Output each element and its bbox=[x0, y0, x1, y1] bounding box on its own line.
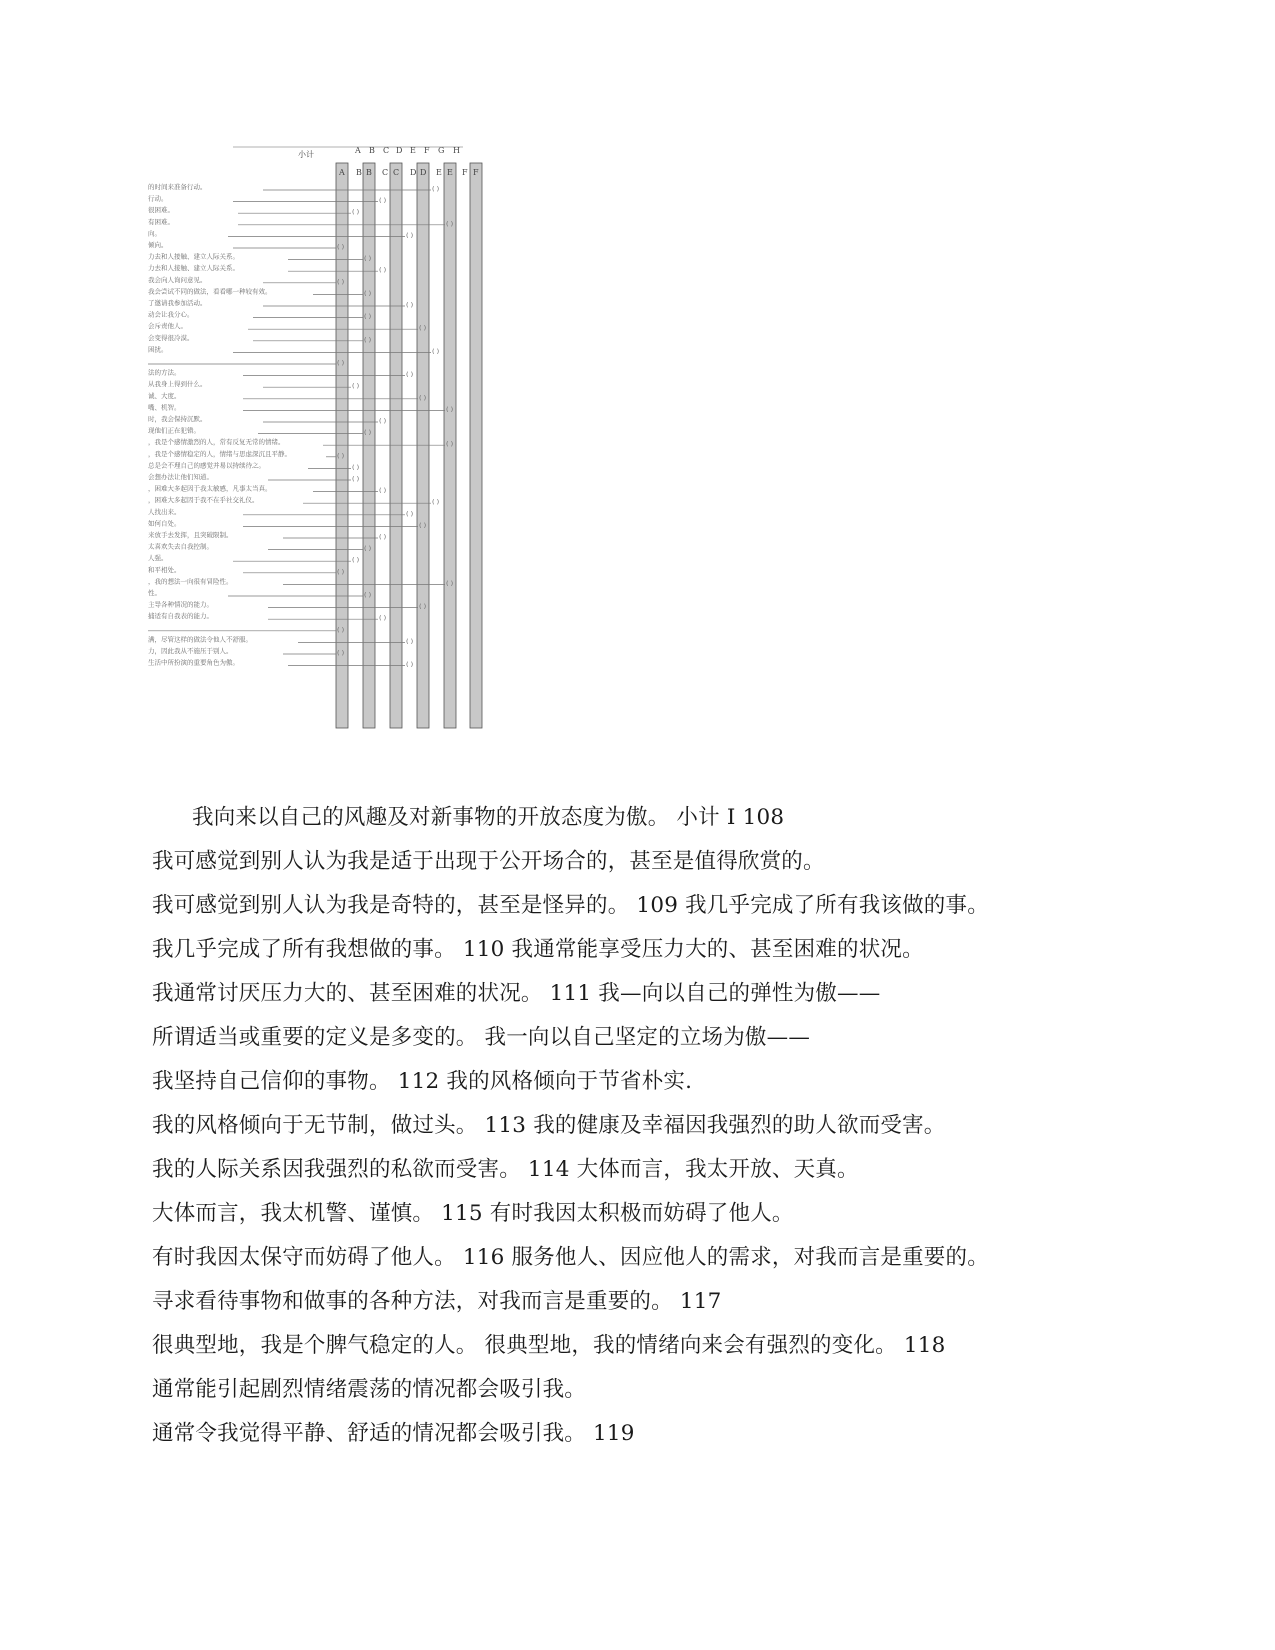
sheet-row-text: 满，尽管这样的做法令他人不舒服。 bbox=[148, 635, 252, 644]
sheet-row-text: 太喜欢失去自我控制。 bbox=[148, 542, 213, 551]
answer-mark: ( ) bbox=[379, 614, 387, 623]
sheet-row-text: 有困难。 bbox=[148, 217, 174, 226]
answer-mark: ( ) bbox=[406, 231, 414, 240]
column-letter: B bbox=[366, 168, 372, 177]
sheet-row-text: 行动。 bbox=[148, 194, 168, 203]
sheet-row-text: 向。 bbox=[148, 229, 161, 238]
answer-column-bar bbox=[470, 163, 482, 728]
sheet-row-text: 性。 bbox=[148, 589, 161, 597]
question-line: 我通常讨厌压力大的、甚至困难的状况。 111 我—向以自己的弹性为傲—— bbox=[152, 981, 881, 1006]
answer-mark: ( ) bbox=[406, 509, 414, 518]
answer-mark: ( ) bbox=[364, 544, 372, 553]
answer-mark: ( ) bbox=[364, 289, 372, 298]
question-line: 通常能引起剧烈情绪震荡的情况都会吸引我。 bbox=[152, 1377, 587, 1402]
question-line: 我的风格倾向于无节制，做过头。 113 我的健康及幸福因我强烈的助人欲而受害。 bbox=[152, 1113, 946, 1138]
answer-mark: ( ) bbox=[379, 533, 387, 541]
answer-mark: ( ) bbox=[379, 417, 387, 425]
column-letter: B bbox=[369, 146, 375, 155]
column-letter: A bbox=[339, 168, 345, 177]
column-letter: C bbox=[382, 168, 389, 177]
answer-mark: ( ) bbox=[364, 335, 372, 344]
sheet-row-text: 我会向人询问意见。 bbox=[148, 275, 207, 284]
question-line: 我坚持自己信仰的事物。 112 我的风格倾向于节省朴实. bbox=[152, 1069, 693, 1094]
sheet-row-text: 我会尝试不同的做法，看看哪一种较有效。 bbox=[148, 287, 272, 296]
sheet-row-text: ，困难大多起因于我不在乎社交礼仪。 bbox=[148, 496, 259, 505]
answer-mark: ( ) bbox=[406, 370, 414, 379]
answer-sheet-graphic bbox=[148, 145, 483, 765]
column-letter: H bbox=[453, 146, 460, 155]
answer-mark: ( ) bbox=[419, 602, 427, 611]
column-letter: B bbox=[356, 168, 362, 177]
column-letter: C bbox=[383, 146, 390, 155]
sheet-row-text: 来放手去发挥，且突破限制。 bbox=[148, 531, 233, 539]
column-letter: D bbox=[420, 168, 427, 177]
sheet-row-text: 捕适有自我表的能力。 bbox=[148, 612, 213, 621]
column-letter: D bbox=[410, 168, 417, 177]
answer-mark: ( ) bbox=[364, 591, 372, 599]
sheet-row-text: 的时间来准备行动。 bbox=[148, 183, 207, 191]
sheet-row-text: 现他们正在犯错。 bbox=[148, 426, 200, 435]
sheet-row-text: 倾向。 bbox=[148, 241, 168, 249]
sheet-row-text: ，我的想法一向很有冒险性。 bbox=[148, 577, 233, 586]
sheet-row-text: 生活中所扮演的重要角色为傲。 bbox=[148, 658, 239, 667]
column-letter: E bbox=[447, 168, 453, 177]
answer-mark: ( ) bbox=[352, 208, 360, 217]
answer-mark: ( ) bbox=[432, 347, 440, 356]
sheet-row-text: 了邀请我参加活动。 bbox=[148, 299, 207, 307]
question-line: 寻求看待事物和做事的各种方法，对我而言是重要的。 117 bbox=[152, 1289, 722, 1314]
question-line: 所谓适当或重要的定义是多变的。 我一向以自己坚定的立场为傲—— bbox=[152, 1025, 811, 1050]
question-line: 大体而言，我太机警、谨慎。 115 有时我因太积极而妨碍了他人。 bbox=[152, 1201, 794, 1226]
column-letter: D bbox=[396, 146, 403, 155]
answer-mark: ( ) bbox=[446, 579, 454, 588]
answer-mark: ( ) bbox=[419, 393, 427, 402]
sheet-row-text: 会变得很冷漠。 bbox=[148, 333, 194, 342]
sheet-row-text: 从我身上得到什么。 bbox=[148, 380, 207, 389]
answer-mark: ( ) bbox=[419, 324, 427, 333]
sheet-row-text: 很困难。 bbox=[148, 206, 174, 215]
sheet-row-text: ，我是个感情激烈的人，常有反复无常的情绪。 bbox=[148, 438, 285, 447]
sheet-row-text: 和平相处。 bbox=[148, 565, 181, 574]
question-line: 我几乎完成了所有我想做的事。 110 我通常能享受压力大的、甚至困难的状况。 bbox=[152, 937, 924, 962]
sheet-row-text: 动会让我分心。 bbox=[148, 310, 194, 319]
answer-mark: ( ) bbox=[337, 649, 345, 657]
answer-mark: ( ) bbox=[446, 219, 454, 228]
sheet-row-text: 法的方法。 bbox=[148, 368, 181, 377]
answer-mark: ( ) bbox=[432, 498, 440, 507]
sheet-row-text: 诚、大度。 bbox=[148, 391, 181, 400]
question-line: 有时我因太保守而妨碍了他人。 116 服务他人、因应他人的需求，对我而言是重要的。 bbox=[152, 1245, 989, 1270]
answer-mark: ( ) bbox=[379, 266, 387, 275]
column-letter: E bbox=[410, 146, 416, 155]
sheet-row-text: 人强。 bbox=[148, 554, 168, 563]
column-letter: A bbox=[355, 146, 361, 155]
sheet-row-text: 时，我会保持沉默。 bbox=[148, 415, 207, 423]
question-line: 通常令我觉得平静、舒适的情况都会吸引我。 119 bbox=[152, 1421, 635, 1446]
answer-mark: ( ) bbox=[379, 196, 387, 205]
answer-mark: ( ) bbox=[406, 660, 414, 669]
answer-mark: ( ) bbox=[364, 428, 372, 437]
sheet-row-text: ，我是个感情稳定的人，情绪与思虑深沉且平静。 bbox=[148, 449, 291, 458]
answer-mark: ( ) bbox=[364, 312, 372, 321]
column-letter: F bbox=[424, 146, 430, 155]
column-letter: E bbox=[436, 168, 442, 177]
sheet-row-text: 嘴、机智。 bbox=[148, 403, 181, 412]
sheet-row-text: ，困难大多起因于我太敏感，凡事太当真。 bbox=[148, 484, 272, 493]
answer-mark: ( ) bbox=[432, 185, 440, 193]
answer-mark: ( ) bbox=[446, 440, 454, 449]
sheet-row-text: 力去和人接触、建立人际关系。 bbox=[148, 264, 239, 273]
answer-mark: ( ) bbox=[406, 637, 414, 646]
answer-mark: ( ) bbox=[352, 382, 360, 391]
sheet-row-text: 力去和人接触、建立人际关系。 bbox=[148, 252, 239, 261]
question-line: 我的人际关系因我强烈的私欲而受害。 114 大体而言，我太开放、天真。 bbox=[152, 1157, 859, 1182]
answer-mark: ( ) bbox=[364, 254, 372, 263]
answer-mark: ( ) bbox=[337, 451, 345, 460]
answer-mark: ( ) bbox=[419, 521, 427, 530]
sheet-row-text: 会斥责他人。 bbox=[148, 322, 187, 331]
column-letter: F bbox=[473, 168, 479, 177]
answer-sheet-scan bbox=[148, 145, 483, 765]
answer-mark: ( ) bbox=[379, 486, 387, 495]
question-line: 我可感觉到别人认为我是适于出现于公开场合的，甚至是值得欣赏的。 bbox=[152, 849, 825, 874]
answer-mark: ( ) bbox=[352, 556, 360, 565]
answer-mark: ( ) bbox=[352, 475, 360, 483]
column-letter: G bbox=[438, 146, 445, 155]
sheet-row-text: 力，因此我从不施压于别人。 bbox=[148, 647, 233, 655]
sheet-row-text: 会想办法让他们知道。 bbox=[148, 473, 213, 481]
sheet-row-text: 总是会不理自己的感觉并易以持续待之。 bbox=[148, 461, 265, 470]
question-line: 我向来以自己的风趣及对新事物的开放态度为傲。 小计 I 108 bbox=[192, 805, 785, 830]
sheet-row-text: 人找出来。 bbox=[148, 507, 181, 516]
header-label: 小计 bbox=[298, 150, 314, 159]
question-line: 我可感觉到别人认为我是奇特的，甚至是怪异的。 109 我几乎完成了所有我该做的事。 bbox=[152, 893, 989, 918]
answer-mark: ( ) bbox=[406, 301, 414, 309]
answer-mark: ( ) bbox=[337, 359, 345, 367]
answer-mark: ( ) bbox=[337, 277, 345, 286]
answer-mark: ( ) bbox=[446, 405, 454, 414]
answer-mark: ( ) bbox=[337, 567, 345, 576]
column-letter: F bbox=[462, 168, 468, 177]
question-line: 很典型地，我是个脾气稳定的人。 很典型地，我的情绪向来会有强烈的变化。 118 bbox=[152, 1333, 946, 1358]
column-letter: C bbox=[393, 168, 400, 177]
answer-mark: ( ) bbox=[337, 625, 345, 634]
sheet-row-text: 主导各种情况的能力。 bbox=[148, 600, 213, 609]
answer-mark: ( ) bbox=[352, 463, 360, 472]
answer-mark: ( ) bbox=[337, 243, 345, 251]
sheet-row-text: 困扰。 bbox=[148, 345, 168, 354]
sheet-row-text: 如何自处。 bbox=[148, 519, 181, 528]
